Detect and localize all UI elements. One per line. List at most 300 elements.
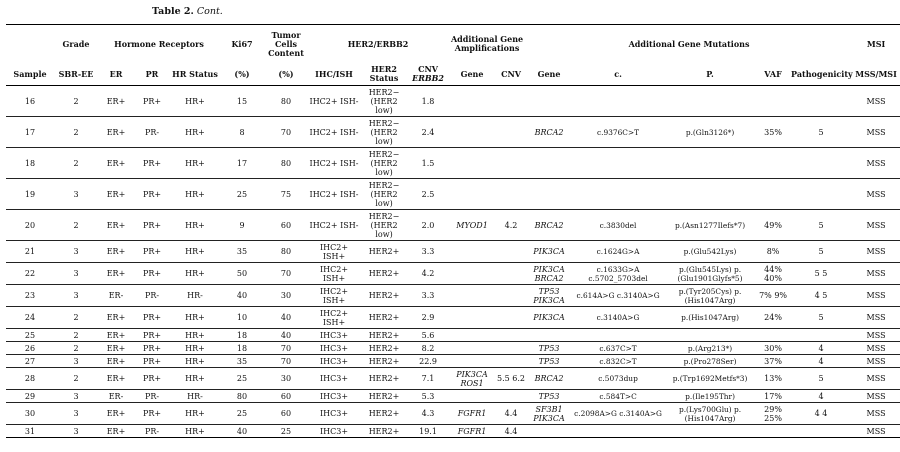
cell-7: IHC2+ ISH- [308, 86, 360, 117]
cell-17: MSS [852, 148, 900, 179]
cell-1: 3 [54, 263, 98, 285]
table-caption [152, 6, 223, 17]
cell-2: ER+ [98, 342, 134, 355]
header-group-6: Additional Gene Amplifications [448, 25, 526, 64]
cell-4: HR+ [170, 355, 220, 368]
cell-6: 70 [264, 263, 308, 285]
cell-5: 50 [220, 263, 264, 285]
cell-12: TP53 [526, 355, 572, 368]
cell-3: PR+ [134, 329, 170, 342]
cell-2: ER+ [98, 210, 134, 241]
cell-10 [448, 179, 496, 210]
cell-3: PR+ [134, 241, 170, 263]
cell-10: FGFR1 [448, 403, 496, 425]
cell-16: 5 [790, 368, 852, 390]
cell-5: 80 [220, 390, 264, 403]
cell-11 [496, 179, 526, 210]
cell-2: ER+ [98, 263, 134, 285]
cell-15: 49% [756, 210, 790, 241]
cell-9: 8.2 [408, 342, 448, 355]
cell-17: MSS [852, 117, 900, 148]
cell-2: ER+ [98, 368, 134, 390]
cell-5: 10 [220, 307, 264, 329]
cell-4: HR+ [170, 86, 220, 117]
cell-3: PR+ [134, 263, 170, 285]
table-row [6, 148, 900, 179]
cell-7: IHC3+ [308, 425, 360, 438]
cell-3: PR- [134, 425, 170, 438]
cell-8: HER2+ [360, 425, 408, 438]
cell-1: 2 [54, 329, 98, 342]
cell-14: p.(His1047Arg) [664, 307, 756, 329]
cell-10 [448, 86, 496, 117]
cell-14: p.(Lys700Glu) p.(His1047Arg) [664, 403, 756, 425]
cell-14: p.(Asn1277Ilefs*7) [664, 210, 756, 241]
cell-0: 30 [6, 403, 54, 425]
header-group-5: HER2/ERBB2 [308, 25, 448, 64]
cell-15: 44% 40% [756, 263, 790, 285]
cell-9: 4.3 [408, 403, 448, 425]
cell-16: 4 [790, 390, 852, 403]
cell-4: HR+ [170, 425, 220, 438]
cell-2: ER+ [98, 307, 134, 329]
cell-3: PR+ [134, 86, 170, 117]
cell-6: 80 [264, 148, 308, 179]
cell-3: PR+ [134, 403, 170, 425]
cell-8: HER2+ [360, 307, 408, 329]
cell-7: IHC2+ ISH- [308, 117, 360, 148]
header-group-row [6, 25, 900, 64]
cell-10: MYOD1 [448, 210, 496, 241]
cell-9: 3.3 [408, 285, 448, 307]
cell-17: MSS [852, 263, 900, 285]
cell-10 [448, 263, 496, 285]
cell-17: MSS [852, 355, 900, 368]
cell-15: 24% [756, 307, 790, 329]
cell-13: c.9376C>T [572, 117, 664, 148]
cell-3: PR+ [134, 210, 170, 241]
header-group-7: Additional Gene Mutations [526, 25, 852, 64]
cell-15 [756, 425, 790, 438]
cell-14 [664, 425, 756, 438]
cell-0: 24 [6, 307, 54, 329]
cell-5: 35 [220, 355, 264, 368]
cell-9: 4.2 [408, 263, 448, 285]
cell-16 [790, 148, 852, 179]
cell-6: 70 [264, 342, 308, 355]
cell-0: 25 [6, 329, 54, 342]
cell-12: TP53 [526, 390, 572, 403]
column-header-5: (%) [220, 63, 264, 86]
cell-1: 3 [54, 390, 98, 403]
cell-6: 25 [264, 425, 308, 438]
cell-9: 22.9 [408, 355, 448, 368]
cell-12 [526, 86, 572, 117]
cell-9: 7.1 [408, 368, 448, 390]
cell-10 [448, 285, 496, 307]
cell-0: 28 [6, 368, 54, 390]
cell-2: ER+ [98, 425, 134, 438]
cell-11 [496, 148, 526, 179]
table-row [6, 241, 900, 263]
cell-0: 22 [6, 263, 54, 285]
cell-13: c.3830del [572, 210, 664, 241]
table-row [6, 210, 900, 241]
table-body [6, 86, 900, 438]
cell-6: 40 [264, 307, 308, 329]
cell-13: c.832C>T [572, 355, 664, 368]
cell-10 [448, 329, 496, 342]
cell-7: IHC2+ ISH+ [308, 263, 360, 285]
cell-6: 30 [264, 368, 308, 390]
cell-3: PR+ [134, 307, 170, 329]
cell-10 [448, 117, 496, 148]
cell-8: HER2+ [360, 368, 408, 390]
cell-3: PR+ [134, 368, 170, 390]
cell-4: HR+ [170, 117, 220, 148]
cell-1: 3 [54, 355, 98, 368]
cell-16 [790, 86, 852, 117]
cell-0: 23 [6, 285, 54, 307]
cell-14: p.(Glu545Lys) p.(Glu1901Glyfs*5) [664, 263, 756, 285]
cell-2: ER+ [98, 355, 134, 368]
cell-4: HR+ [170, 307, 220, 329]
cell-0: 17 [6, 117, 54, 148]
cell-16: 5 5 [790, 263, 852, 285]
cell-15 [756, 329, 790, 342]
cell-8: HER2− (HER2 low) [360, 210, 408, 241]
header-group-2: Hormone Receptors [98, 25, 220, 64]
cell-4: HR+ [170, 342, 220, 355]
cell-11 [496, 263, 526, 285]
cell-7: IHC3+ [308, 403, 360, 425]
cell-14: p.(Pro278Ser) [664, 355, 756, 368]
cell-11 [496, 117, 526, 148]
cell-5: 25 [220, 179, 264, 210]
cell-4: HR+ [170, 148, 220, 179]
column-header-8: HER2 Status [360, 63, 408, 86]
column-header-15: VAF [756, 63, 790, 86]
cell-9: 1.5 [408, 148, 448, 179]
cell-16 [790, 425, 852, 438]
cell-13 [572, 179, 664, 210]
cell-13: c.3140A>G [572, 307, 664, 329]
table-row [6, 179, 900, 210]
cell-5: 40 [220, 285, 264, 307]
cell-2: ER+ [98, 86, 134, 117]
cell-3: PR+ [134, 355, 170, 368]
cell-13: c.1624G>A [572, 241, 664, 263]
cell-15 [756, 86, 790, 117]
column-header-3: PR [134, 63, 170, 86]
cell-4: HR- [170, 285, 220, 307]
cell-10: FGFR1 [448, 425, 496, 438]
cell-8: HER2+ [360, 263, 408, 285]
cell-6: 75 [264, 179, 308, 210]
cell-7: IHC2+ ISH+ [308, 285, 360, 307]
cell-14: p.(Tyr205Cys) p.(His1047Arg) [664, 285, 756, 307]
cell-8: HER2+ [360, 342, 408, 355]
cell-10: PIK3CA ROS1 [448, 368, 496, 390]
column-header-10: Gene [448, 63, 496, 86]
cell-9: 2.5 [408, 179, 448, 210]
cell-11: 4.4 [496, 425, 526, 438]
cell-14 [664, 329, 756, 342]
cell-0: 31 [6, 425, 54, 438]
cell-1: 2 [54, 307, 98, 329]
cell-9: 5.3 [408, 390, 448, 403]
cell-12: PIK3CA [526, 307, 572, 329]
cell-4: HR+ [170, 179, 220, 210]
cell-11 [496, 390, 526, 403]
cell-0: 20 [6, 210, 54, 241]
cell-13 [572, 329, 664, 342]
cell-15: 30% [756, 342, 790, 355]
cell-12 [526, 329, 572, 342]
cell-16: 4 4 [790, 403, 852, 425]
cell-15: 37% [756, 355, 790, 368]
cell-14 [664, 148, 756, 179]
cell-5: 15 [220, 86, 264, 117]
cell-6: 70 [264, 355, 308, 368]
cell-8: HER2+ [360, 285, 408, 307]
cell-2: ER+ [98, 117, 134, 148]
cell-11 [496, 86, 526, 117]
cell-3: PR- [134, 285, 170, 307]
cell-11 [496, 329, 526, 342]
cell-17: MSS [852, 210, 900, 241]
cell-1: 3 [54, 285, 98, 307]
cell-4: HR+ [170, 241, 220, 263]
cell-11 [496, 241, 526, 263]
cell-16: 4 [790, 355, 852, 368]
cell-13 [572, 86, 664, 117]
column-header-7: IHC/ISH [308, 63, 360, 86]
cell-4: HR+ [170, 329, 220, 342]
cell-3: PR+ [134, 342, 170, 355]
column-header-16: Pathogenicity [790, 63, 852, 86]
cell-11: 4.4 [496, 403, 526, 425]
cell-9: 2.9 [408, 307, 448, 329]
cell-0: 27 [6, 355, 54, 368]
table-row [6, 403, 900, 425]
cell-7: IHC3+ [308, 390, 360, 403]
cell-0: 16 [6, 86, 54, 117]
table-row [6, 425, 900, 438]
cell-8: HER2− (HER2 low) [360, 179, 408, 210]
cell-5: 40 [220, 425, 264, 438]
cell-6: 60 [264, 390, 308, 403]
cell-12: BRCA2 [526, 117, 572, 148]
cell-9: 19.1 [408, 425, 448, 438]
cell-17: MSS [852, 368, 900, 390]
cell-13: c.2098A>G c.3140A>G [572, 403, 664, 425]
cell-5: 25 [220, 403, 264, 425]
column-header-9: CNV ERBB2 [408, 63, 448, 86]
cell-15: 13% [756, 368, 790, 390]
cell-8: HER2+ [360, 329, 408, 342]
cell-5: 35 [220, 241, 264, 263]
cell-15 [756, 179, 790, 210]
cell-13 [572, 148, 664, 179]
cell-2: ER+ [98, 241, 134, 263]
cell-3: PR+ [134, 179, 170, 210]
cell-7: IHC2+ ISH- [308, 148, 360, 179]
cell-15: 29% 25% [756, 403, 790, 425]
cell-17: MSS [852, 425, 900, 438]
cell-8: HER2+ [360, 355, 408, 368]
header-group-4: Tumor Cells Content [264, 25, 308, 64]
cell-7: IHC2+ ISH+ [308, 307, 360, 329]
cell-14 [664, 179, 756, 210]
cell-12: TP53 [526, 342, 572, 355]
column-header-6: (%) [264, 63, 308, 86]
cell-1: 3 [54, 179, 98, 210]
cell-11: 5.5 6.2 [496, 368, 526, 390]
column-header-14: P. [664, 63, 756, 86]
cell-5: 25 [220, 368, 264, 390]
cell-8: HER2+ [360, 403, 408, 425]
cell-7: IHC2+ ISH- [308, 179, 360, 210]
cell-0: 29 [6, 390, 54, 403]
cell-16: 5 [790, 307, 852, 329]
cell-16 [790, 179, 852, 210]
cell-12: PIK3CA BRCA2 [526, 263, 572, 285]
header-group-0 [6, 25, 54, 64]
cell-13: c.584T>C [572, 390, 664, 403]
cell-5: 17 [220, 148, 264, 179]
cell-7: IHC2+ ISH- [308, 210, 360, 241]
cell-1: 3 [54, 241, 98, 263]
cell-0: 26 [6, 342, 54, 355]
cell-8: HER2− (HER2 low) [360, 148, 408, 179]
table-row [6, 329, 900, 342]
cell-17: MSS [852, 390, 900, 403]
table-row [6, 285, 900, 307]
column-header-2: ER [98, 63, 134, 86]
column-header-4: HR Status [170, 63, 220, 86]
cell-13: c.5073dup [572, 368, 664, 390]
cell-7: IHC3+ [308, 355, 360, 368]
cell-6: 80 [264, 241, 308, 263]
table-row [6, 368, 900, 390]
cell-7: IHC3+ [308, 342, 360, 355]
cell-5: 8 [220, 117, 264, 148]
cell-17: MSS [852, 179, 900, 210]
cell-0: 19 [6, 179, 54, 210]
cell-6: 80 [264, 86, 308, 117]
cell-2: ER- [98, 390, 134, 403]
cell-11 [496, 342, 526, 355]
cell-2: ER+ [98, 179, 134, 210]
cell-1: 3 [54, 403, 98, 425]
data-table [6, 24, 900, 438]
caption-label: Table 2. [152, 6, 194, 17]
cell-8: HER2− (HER2 low) [360, 117, 408, 148]
cell-9: 5.6 [408, 329, 448, 342]
column-header-12: Gene [526, 63, 572, 86]
cell-11 [496, 307, 526, 329]
cell-17: MSS [852, 285, 900, 307]
cell-2: ER+ [98, 148, 134, 179]
cell-3: PR+ [134, 148, 170, 179]
cell-16: 5 [790, 117, 852, 148]
cell-12: BRCA2 [526, 210, 572, 241]
cell-15 [756, 148, 790, 179]
cell-12: BRCA2 [526, 368, 572, 390]
column-header-11: CNV [496, 63, 526, 86]
cell-1: 2 [54, 342, 98, 355]
cell-12 [526, 148, 572, 179]
cell-1: 3 [54, 425, 98, 438]
cell-17: MSS [852, 241, 900, 263]
cell-4: HR+ [170, 210, 220, 241]
cell-12 [526, 425, 572, 438]
cell-15: 35% [756, 117, 790, 148]
cell-5: 9 [220, 210, 264, 241]
column-header-row [6, 63, 900, 86]
cell-8: HER2+ [360, 390, 408, 403]
cell-4: HR+ [170, 263, 220, 285]
cell-4: HR+ [170, 368, 220, 390]
column-header-17: MSS/MSI [852, 63, 900, 86]
cell-16: 5 [790, 210, 852, 241]
cell-5: 18 [220, 342, 264, 355]
table-row [6, 390, 900, 403]
cell-17: MSS [852, 86, 900, 117]
cell-1: 2 [54, 86, 98, 117]
cell-1: 2 [54, 148, 98, 179]
cell-0: 18 [6, 148, 54, 179]
cell-4: HR- [170, 390, 220, 403]
cell-13: c.614A>G c.3140A>G [572, 285, 664, 307]
caption-suffix: Cont. [196, 6, 223, 17]
cell-11: 4.2 [496, 210, 526, 241]
cell-9: 2.0 [408, 210, 448, 241]
cell-3: PR- [134, 390, 170, 403]
cell-3: PR- [134, 117, 170, 148]
cell-11 [496, 355, 526, 368]
cell-7: IHC2+ ISH+ [308, 241, 360, 263]
cell-0: 21 [6, 241, 54, 263]
cell-17: MSS [852, 342, 900, 355]
column-header-13: c. [572, 63, 664, 86]
cell-14: p.(Glu542Lys) [664, 241, 756, 263]
cell-12 [526, 179, 572, 210]
cell-16: 4 5 [790, 285, 852, 307]
cell-14 [664, 86, 756, 117]
cell-14: p.(Ile195Thr) [664, 390, 756, 403]
cell-10 [448, 148, 496, 179]
cell-6: 40 [264, 329, 308, 342]
cell-16: 4 [790, 342, 852, 355]
cell-6: 60 [264, 210, 308, 241]
cell-10 [448, 390, 496, 403]
table-row [6, 117, 900, 148]
cell-15: 17% [756, 390, 790, 403]
table-row [6, 86, 900, 117]
cell-6: 70 [264, 117, 308, 148]
cell-11 [496, 285, 526, 307]
table-row [6, 263, 900, 285]
cell-6: 30 [264, 285, 308, 307]
cell-12: PIK3CA [526, 241, 572, 263]
cell-14: p.(Trp1692Metfs*3) [664, 368, 756, 390]
cell-2: ER+ [98, 403, 134, 425]
cell-13 [572, 425, 664, 438]
cell-14: p.(Gln3126*) [664, 117, 756, 148]
table-row [6, 342, 900, 355]
